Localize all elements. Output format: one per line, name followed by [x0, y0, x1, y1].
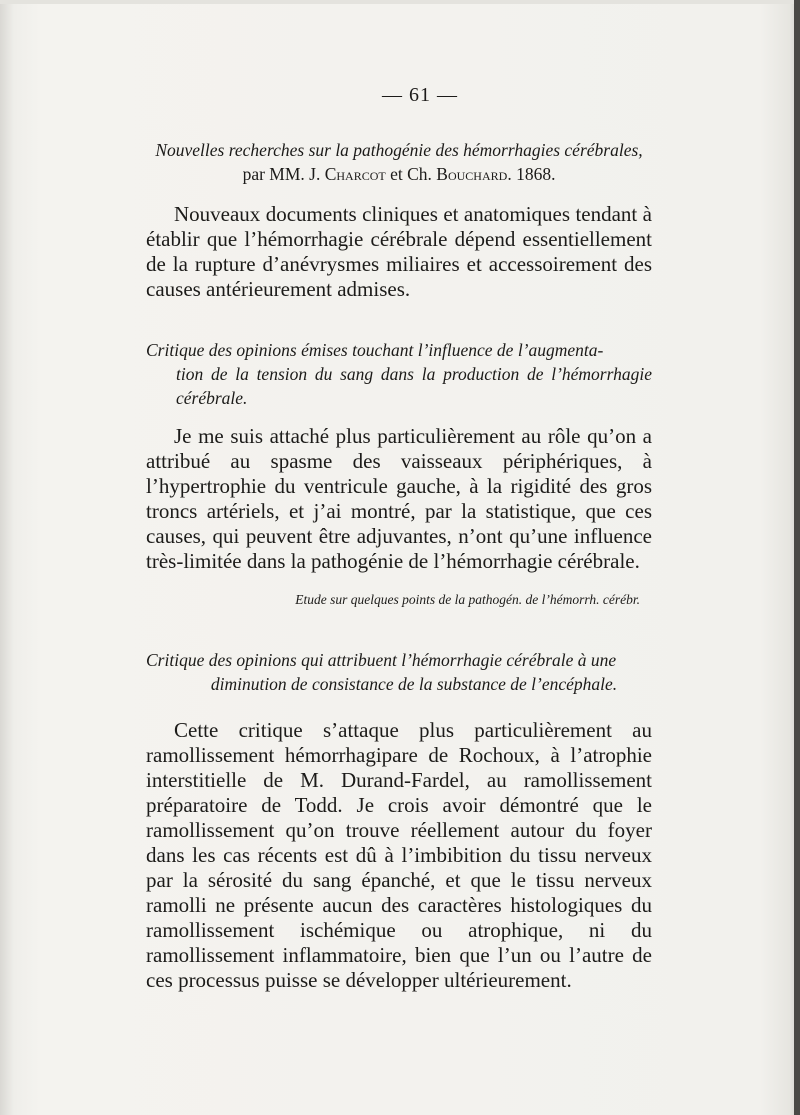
critique-consistance: [146, 648, 652, 696]
page-number: — 61 —: [382, 84, 458, 106]
page-right-edge: [794, 0, 800, 1115]
author-charcot: Charcot: [324, 164, 386, 184]
heading-year: . 1868.: [507, 164, 556, 184]
critique-consistance-line1: Critique des opinions qui attribuent l’hémorrhagie cérébrale à une: [146, 650, 617, 670]
critique-tension-line1: Critique des opinions émises touchant l’influence de l’augmenta-: [146, 340, 604, 360]
critique-tension-cont: tion de la tension du sang dans la production de l’hémorrhagie cérébrale.: [176, 364, 652, 408]
heading-title: Nouvelles recherches sur la pathogénie des hémorrhagies cérébrales,: [155, 140, 643, 160]
critique-tension: [146, 338, 652, 410]
page-top-edge: [0, 0, 800, 4]
section-heading: [146, 138, 652, 186]
author-bouchard: Bouchard: [436, 164, 508, 184]
citation: Etude sur quelques points de la pathogén. de l’hémorrh. cérébr.: [295, 592, 640, 607]
authors-mid: et Ch.: [385, 164, 437, 184]
critique-consistance-line2: diminution de consistance de la substance de l’encéphale.: [210, 674, 618, 694]
paragraph-documents: Nouveaux documents cliniques et anatomiques tendant à établir que l’hémorrhagie cérébrale dépend essentiellement de la rupture d’anévrysmes miliaires et accessoirement des causes antérieurement admises.: [146, 202, 652, 301]
authors-prefix: par MM. J.: [242, 164, 325, 184]
page-content: [146, 84, 652, 993]
paragraph-ramollissement: Cette critique s’attaque plus particulièrement au ramollissement hémorrhagipare de Rochoux, à l’atrophie interstitielle de M. Durand-Fardel, au ramollissement préparatoire de Todd. Je crois avoir démontré que le ramollissement qu’on trouve réellement autour du foyer dans les cas récents est dû à l’imbibition du tissu nerveux par la sérosité du sang épanché, et que le tissu nerveux ramolli ne présente aucun des caractères histologiques du ramollissement ischémique ou atrophique, ni du ramollissement inflammatoire, bien que l’un ou l’autre de ces processus puisse se développer ultérieurement.: [146, 718, 652, 992]
paragraph-spasme: Je me suis attaché plus particulièrement au rôle qu’on a attribué au spasme des vaisseaux périphériques, à l’hypertrophie du ventricule gauche, à la rigidité des gros troncs artériels, et j’ai montré, par la statistique, que ces causes, qui peuvent être adjuvantes, n’ont qu’une influence très-limitée dans la pathogénie de l’hémorrhagie cérébrale.: [146, 424, 652, 573]
heading-authors: [146, 162, 652, 186]
